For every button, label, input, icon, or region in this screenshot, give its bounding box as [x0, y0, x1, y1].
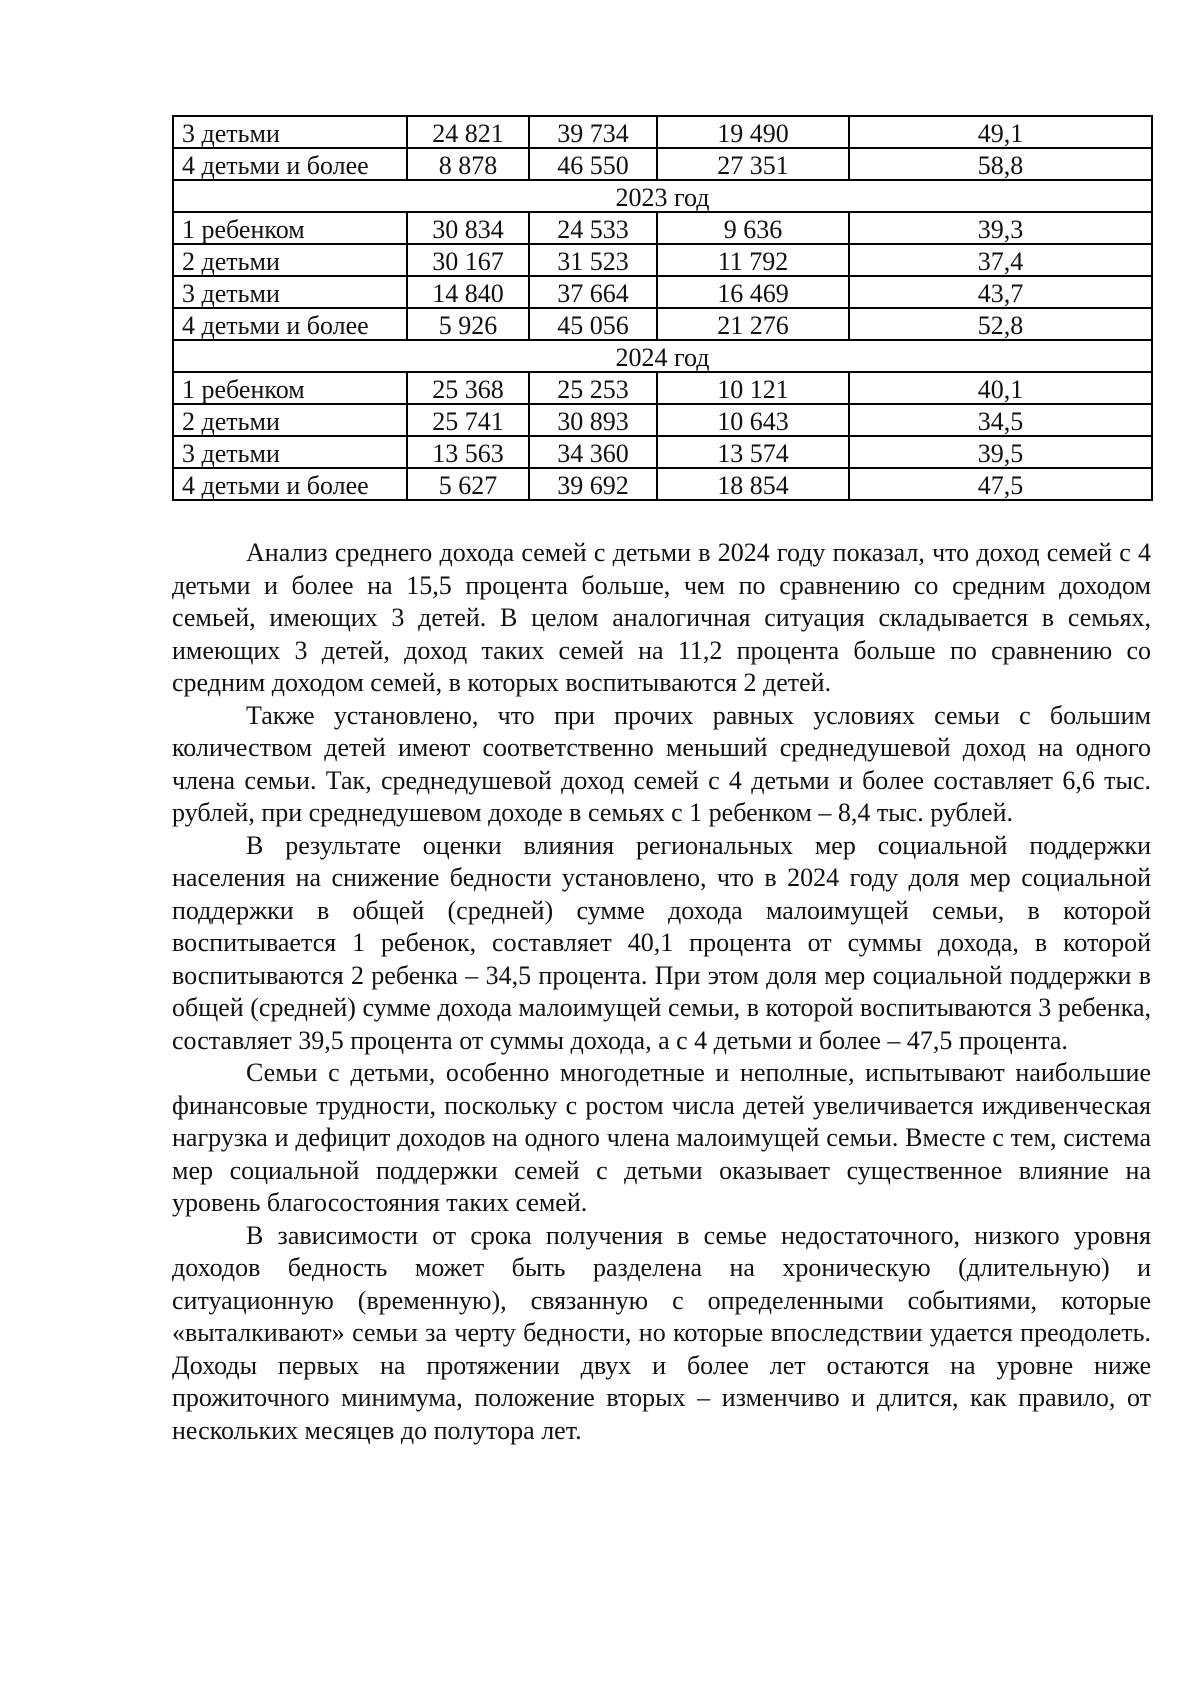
table-cell: 39 692	[529, 468, 657, 500]
family-category-cell: 1 ребенком	[173, 372, 407, 404]
table-row	[173, 468, 1152, 500]
income-table	[172, 115, 1153, 501]
table-cell: 46 550	[529, 148, 657, 180]
table-row	[173, 404, 1152, 436]
family-category-cell: 1 ребенком	[173, 212, 407, 244]
table-cell: 52,8	[849, 308, 1152, 340]
body-text	[172, 537, 1151, 1447]
family-category-cell: 4 детьми и более	[173, 308, 407, 340]
table-cell: 24 821	[407, 116, 529, 148]
table-cell: 14 840	[407, 276, 529, 308]
paragraph: Анализ среднего дохода семей с детьми в 2024 году показал, что доход семей с 4 детьми и более на 15,5 процента больше, чем по сравнению со средним доходом семьей, имеющих 3 детей. В целом аналогичная ситуация складывается в семьях, имеющих 3 детей, доход таких семей на 11,2 процента больше по сравнению со средним доходом семей, в которых воспитываются 2 детей.	[172, 538, 1151, 697]
table-cell: 34 360	[529, 436, 657, 468]
table-cell: 39 734	[529, 116, 657, 148]
table-cell: 37,4	[849, 244, 1152, 276]
year-header-row	[173, 180, 1152, 212]
table-cell: 45 056	[529, 308, 657, 340]
table-cell: 25 253	[529, 372, 657, 404]
table-row	[173, 276, 1152, 308]
table-cell: 30 834	[407, 212, 529, 244]
table-cell: 43,7	[849, 276, 1152, 308]
income-table-body	[173, 116, 1152, 500]
table-row	[173, 308, 1152, 340]
table-cell: 25 741	[407, 404, 529, 436]
table-cell: 8 878	[407, 148, 529, 180]
table-cell: 37 664	[529, 276, 657, 308]
year-label: 2023 год	[173, 180, 1152, 212]
paragraph: Семьи с детьми, особенно многодетные и неполные, испытывают наибольшие финансовые трудности, поскольку с ростом числа детей увеличивается иждивенческая нагрузка и дефицит доходов на одного члена малоимущей семьи. Вместе с тем, система мер социальной поддержки семей с детьми оказывает существенное влияние на уровень благосостояния таких семей.	[172, 1058, 1151, 1217]
family-category-cell: 3 детьми	[173, 116, 407, 148]
table-cell: 49,1	[849, 116, 1152, 148]
table-cell: 10 121	[657, 372, 849, 404]
table-row	[173, 436, 1152, 468]
table-cell: 10 643	[657, 404, 849, 436]
family-category-cell: 3 детьми	[173, 276, 407, 308]
table-cell: 13 563	[407, 436, 529, 468]
table-cell: 30 167	[407, 244, 529, 276]
table-row	[173, 116, 1152, 148]
table-cell: 9 636	[657, 212, 849, 244]
table-cell: 31 523	[529, 244, 657, 276]
family-category-cell: 2 детьми	[173, 404, 407, 436]
paragraph: В результате оценки влияния региональных мер социальной поддержки населения на снижение бедности установлено, что в 2024 году доля мер социальной поддержки в общей (средней) сумме дохода малоимущей семьи, в которой воспитывается 1 ребенок, составляет 40,1 процента от суммы дохода, в которой воспитываются 2 ребенка – 34,5 процента. При этом доля мер социальной поддержки в общей (средней) сумме дохода малоимущей семьи, в которой воспитываются 3 ребенка, составляет 39,5 процента от суммы дохода, а с 4 детьми и более – 47,5 процента.	[172, 830, 1151, 1055]
table-cell: 21 276	[657, 308, 849, 340]
table-cell: 19 490	[657, 116, 849, 148]
year-header-row	[173, 340, 1152, 372]
table-cell: 40,1	[849, 372, 1152, 404]
table-cell: 27 351	[657, 148, 849, 180]
table-cell: 30 893	[529, 404, 657, 436]
family-category-cell: 4 детьми и более	[173, 468, 407, 500]
table-cell: 58,8	[849, 148, 1152, 180]
table-cell: 5 926	[407, 308, 529, 340]
table-cell: 39,5	[849, 436, 1152, 468]
table-cell: 11 792	[657, 244, 849, 276]
family-category-cell: 3 детьми	[173, 436, 407, 468]
paragraph: В зависимости от срока получения в семье недостаточного, низкого уровня доходов бедность может быть разделена на хроническую (длительную) и ситуационную (временную), связанную с определенными событиями, которые «выталкивают» семьи за черту бедности, но которые впоследствии удается преодолеть. Доходы первых на протяжении двух и более лет остаются на уровне ниже прожиточного минимума, положение вторых – изменчиво и длится, как правило, от нескольких месяцев до полутора лет.	[172, 1220, 1151, 1445]
paragraph: Также установлено, что при прочих равных условиях семьи с большим количеством детей имеют соответственно меньший среднедушевой доход на одного члена семьи. Так, среднедушевой доход семей с 4 детьми и более составляет 6,6 тыс. рублей, при среднедушевом доходе в семьях с 1 ребенком – 8,4 тыс. рублей.	[172, 700, 1151, 827]
table-cell: 5 627	[407, 468, 529, 500]
table-cell: 16 469	[657, 276, 849, 308]
family-category-cell: 2 детьми	[173, 244, 407, 276]
table-cell: 34,5	[849, 404, 1152, 436]
table-cell: 13 574	[657, 436, 849, 468]
table-row	[173, 244, 1152, 276]
table-cell: 25 368	[407, 372, 529, 404]
table-row	[173, 212, 1152, 244]
table-cell: 47,5	[849, 468, 1152, 500]
table-cell: 39,3	[849, 212, 1152, 244]
family-category-cell: 4 детьми и более	[173, 148, 407, 180]
year-label: 2024 год	[173, 340, 1152, 372]
table-cell: 24 533	[529, 212, 657, 244]
table-cell: 18 854	[657, 468, 849, 500]
table-row	[173, 148, 1152, 180]
table-row	[173, 372, 1152, 404]
